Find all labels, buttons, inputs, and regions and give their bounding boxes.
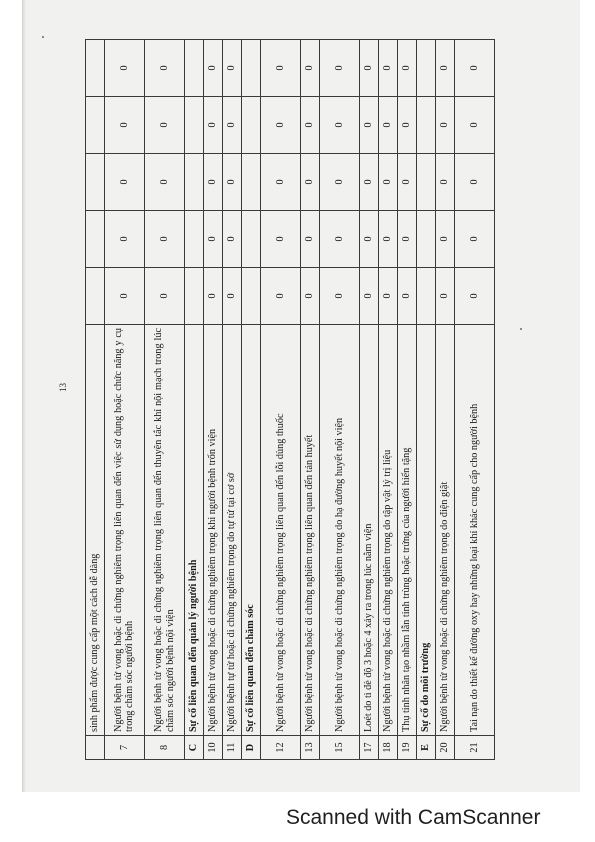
section-title: Sự cố liên quan đến chăm sóc — [241, 325, 260, 736]
row-description: Người bệnh tử vong hoặc di chứng nghiêm trọng khi người bệnh trốn viện — [204, 325, 223, 736]
value-cell: 0 — [300, 40, 319, 97]
table-body — [86, 40, 495, 760]
value-cell: 0 — [204, 268, 223, 325]
value-cell: 0 — [300, 211, 319, 268]
row-number: 19 — [397, 736, 416, 760]
row-description: Người bệnh tự tử hoặc di chứng nghiêm trọng do tự tử tại cơ sở — [223, 325, 242, 736]
value-cell — [86, 40, 105, 97]
value-cell: 0 — [360, 97, 379, 154]
row-number: 17 — [360, 736, 379, 760]
section-row — [241, 40, 260, 760]
table-row — [86, 40, 105, 760]
table-row — [435, 40, 454, 760]
value-cell: 0 — [260, 97, 300, 154]
value-cell: 0 — [378, 211, 397, 268]
value-cell: 0 — [397, 268, 416, 325]
value-cell: 0 — [300, 268, 319, 325]
value-cell — [241, 154, 260, 211]
section-title: Sự cố do môi trường — [416, 325, 435, 736]
value-cell: 0 — [104, 40, 144, 97]
value-cell: 0 — [145, 268, 185, 325]
value-cell: 0 — [104, 211, 144, 268]
row-number: 12 — [260, 736, 300, 760]
row-number: D — [241, 736, 260, 760]
value-cell — [86, 97, 105, 154]
value-cell: 0 — [319, 40, 359, 97]
value-cell — [185, 97, 204, 154]
value-cell: 0 — [378, 40, 397, 97]
value-cell: 0 — [378, 268, 397, 325]
value-cell: 0 — [223, 154, 242, 211]
row-number: 21 — [454, 736, 494, 760]
value-cell: 0 — [204, 211, 223, 268]
page-number: 13 — [58, 383, 68, 392]
value-cell: 0 — [145, 40, 185, 97]
value-cell: 0 — [260, 268, 300, 325]
row-number: 8 — [145, 736, 185, 760]
value-cell: 0 — [435, 211, 454, 268]
value-cell: 0 — [397, 97, 416, 154]
value-cell: 0 — [223, 211, 242, 268]
value-cell: 0 — [223, 268, 242, 325]
rotated-table-wrapper — [85, 40, 495, 760]
value-cell: 0 — [260, 211, 300, 268]
camscanner-watermark: Scanned with CamScanner — [286, 806, 541, 829]
value-cell: 0 — [300, 97, 319, 154]
table-row — [397, 40, 416, 760]
value-cell: 0 — [397, 154, 416, 211]
table-row — [145, 40, 185, 760]
value-cell — [185, 40, 204, 97]
row-number: 13 — [300, 736, 319, 760]
row-number: 7 — [104, 736, 144, 760]
value-cell: 0 — [319, 97, 359, 154]
value-cell: 0 — [104, 97, 144, 154]
table-row — [454, 40, 494, 760]
value-cell: 0 — [454, 211, 494, 268]
value-cell — [241, 97, 260, 154]
value-cell — [241, 268, 260, 325]
value-cell: 0 — [223, 40, 242, 97]
value-cell: 0 — [223, 97, 242, 154]
value-cell: 0 — [145, 97, 185, 154]
value-cell: 0 — [454, 97, 494, 154]
value-cell — [86, 211, 105, 268]
row-description: Người bệnh tử vong hoặc di chứng nghiêm trọng liên quan đến việc sử dụng hoặc chức năng y cụ trong chăm sóc người bệnh — [104, 325, 144, 736]
table-row — [223, 40, 242, 760]
value-cell: 0 — [435, 154, 454, 211]
row-number — [86, 736, 105, 760]
value-cell: 0 — [397, 40, 416, 97]
table-row — [204, 40, 223, 760]
value-cell: 0 — [260, 40, 300, 97]
table-row — [260, 40, 300, 760]
row-description: sinh phẩm được cung cấp một cách dễ dàng — [86, 325, 105, 736]
row-number: 11 — [223, 736, 242, 760]
table-row — [104, 40, 144, 760]
scan-speck — [42, 36, 44, 38]
section-row — [416, 40, 435, 760]
row-description: Người bệnh tử vong hoặc di chứng nghiêm trọng do điện giật — [435, 325, 454, 736]
value-cell — [86, 154, 105, 211]
section-row — [185, 40, 204, 760]
section-title: Sự cố liên quan đến quản lý người bệnh — [185, 325, 204, 736]
value-cell: 0 — [204, 97, 223, 154]
row-number: 18 — [378, 736, 397, 760]
value-cell: 0 — [319, 211, 359, 268]
value-cell: 0 — [319, 268, 359, 325]
value-cell: 0 — [397, 211, 416, 268]
value-cell — [241, 40, 260, 97]
row-description: Người bệnh tử vong hoặc di chứng nghiêm trọng liên quan đến thuyên tắc khí nội mạch trong lúc chăm sóc người bệnh nội viện — [145, 325, 185, 736]
value-cell — [185, 211, 204, 268]
value-cell: 0 — [145, 211, 185, 268]
value-cell: 0 — [319, 154, 359, 211]
row-description: Tai nạn do thiết kế đường oxy hay những loại khí khác cung cấp cho người bệnh — [454, 325, 494, 736]
value-cell: 0 — [435, 97, 454, 154]
row-description: Thụ tinh nhân tạo nhầm lẫn tinh trùng hoặc trứng của người hiến tặng — [397, 325, 416, 736]
value-cell: 0 — [454, 268, 494, 325]
value-cell: 0 — [454, 40, 494, 97]
value-cell — [416, 154, 435, 211]
value-cell: 0 — [435, 268, 454, 325]
row-description: Loét do tì đè độ 3 hoặc 4 xảy ra trong lúc nằm viện — [360, 325, 379, 736]
row-description: Người bệnh tử vong hoặc di chứng nghiêm trọng liên quan đến tán huyết — [300, 325, 319, 736]
value-cell: 0 — [360, 211, 379, 268]
value-cell — [86, 268, 105, 325]
value-cell: 0 — [145, 154, 185, 211]
row-description: Người bệnh tử vong hoặc di chứng nghiêm trọng do tập vật lý trị liệu — [378, 325, 397, 736]
value-cell — [416, 40, 435, 97]
table-row — [378, 40, 397, 760]
value-cell: 0 — [104, 268, 144, 325]
value-cell — [416, 211, 435, 268]
value-cell: 0 — [300, 154, 319, 211]
value-cell: 0 — [260, 154, 300, 211]
value-cell: 0 — [378, 154, 397, 211]
table-row — [360, 40, 379, 760]
value-cell — [185, 268, 204, 325]
table-row — [319, 40, 359, 760]
value-cell: 0 — [360, 154, 379, 211]
row-number: 10 — [204, 736, 223, 760]
row-number: 15 — [319, 736, 359, 760]
row-description: Người bệnh tử vong hoặc di chứng nghiêm trọng do hạ đường huyết nội viện — [319, 325, 359, 736]
row-number: 20 — [435, 736, 454, 760]
value-cell: 0 — [104, 154, 144, 211]
value-cell — [416, 268, 435, 325]
scan-speck — [520, 328, 522, 330]
row-number: E — [416, 736, 435, 760]
value-cell: 0 — [454, 154, 494, 211]
value-cell: 0 — [378, 97, 397, 154]
value-cell: 0 — [204, 154, 223, 211]
row-description: Người bệnh tử vong hoặc di chứng nghiêm trọng liên quan đến lỗi dùng thuốc — [260, 325, 300, 736]
value-cell — [416, 97, 435, 154]
value-cell — [185, 154, 204, 211]
value-cell — [241, 211, 260, 268]
value-cell: 0 — [435, 40, 454, 97]
table-row — [300, 40, 319, 760]
incident-table — [85, 39, 495, 760]
value-cell: 0 — [204, 40, 223, 97]
value-cell: 0 — [360, 268, 379, 325]
page-edge-shadow — [22, 0, 26, 792]
row-number: C — [185, 736, 204, 760]
value-cell: 0 — [360, 40, 379, 97]
